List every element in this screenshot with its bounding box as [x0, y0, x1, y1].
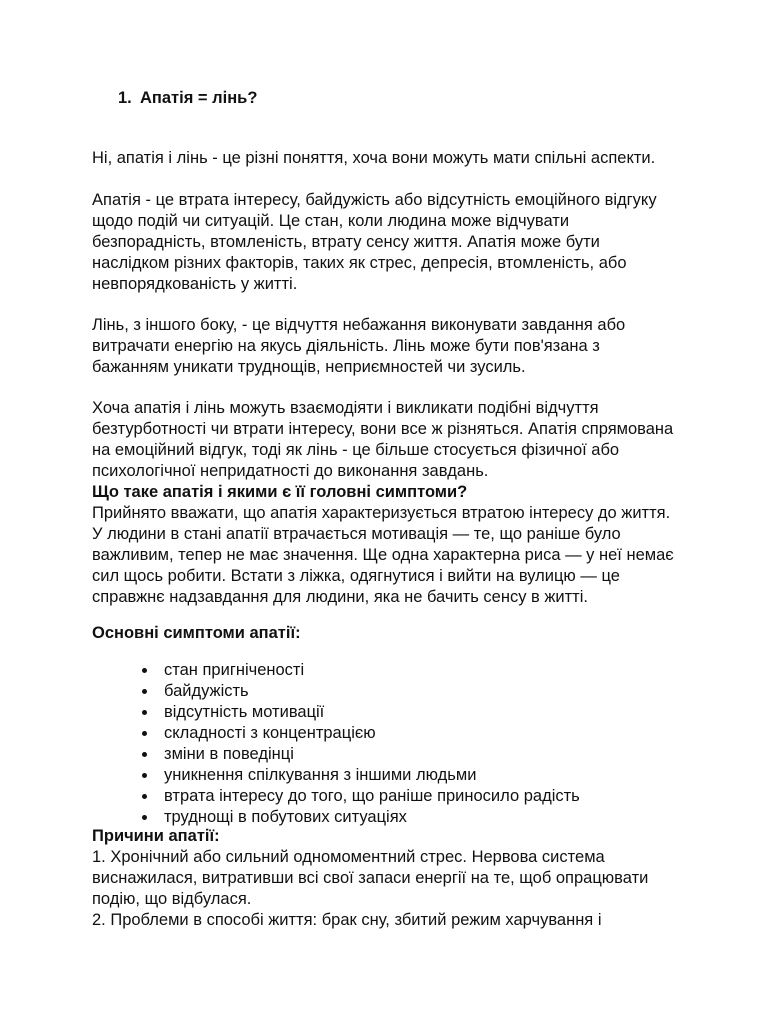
heading-number: 1. — [118, 89, 132, 107]
symptom-text: складності з концентрацією — [164, 724, 376, 742]
paragraph-line: безпорадність, втомленість, втрату сенсу життя. Апатія може бути — [92, 233, 600, 251]
paragraph-line: важливим, тепер не має значення. Ще одна характерна риса — у неї немає — [92, 546, 674, 564]
symptom-text: байдужість — [164, 682, 249, 700]
paragraph-line: подію, що відбулася. — [92, 890, 252, 908]
paragraph-line: 2. Проблеми в способі життя: брак сну, збитий режим харчування і — [92, 911, 602, 929]
list-item — [92, 723, 580, 744]
list-item — [92, 681, 580, 702]
laziness-definition-paragraph — [92, 315, 692, 378]
bullet-icon — [142, 668, 147, 673]
list-item — [92, 786, 580, 807]
symptoms-heading — [92, 623, 692, 644]
paragraph-line: У людини в стані апатії втрачається мотивація — те, що раніше було — [92, 525, 621, 543]
bullet-icon — [142, 731, 147, 736]
paragraph-line: Апатія - це втрата інтересу, байдужість або відсутність емоційного відгуку — [92, 191, 657, 209]
paragraph-line: справжнє надзавдання для людини, яка не бачить сенсу в житті. — [92, 588, 588, 606]
paragraph-line: 1. Хронічний або сильний одномоментний стрес. Нервова система — [92, 848, 605, 866]
symptom-text: уникнення спілкування з іншими людьми — [164, 766, 477, 784]
list-item — [92, 807, 580, 828]
paragraph-line: психологічної непридатності до виконання завдань. — [92, 462, 489, 480]
paragraph-line: безтурботності чи втрати інтересу, вони все ж різняться. Апатія спрямована — [92, 420, 674, 438]
bullet-icon — [142, 794, 147, 799]
bullet-icon — [142, 689, 147, 694]
symptoms-list — [92, 660, 580, 828]
paragraph-line: бажанням уникати труднощів, неприємностей чи зусиль. — [92, 358, 526, 376]
paragraph-line: на емоційний відгук, тоді як лінь - це більше стосується фізичної або — [92, 441, 620, 459]
paragraph-line: виснажилася, витративши всі свої запаси енергії на те, щоб опрацювати — [92, 869, 649, 887]
symptoms-heading-text: Основні симптоми апатії: — [92, 624, 301, 642]
list-item — [92, 765, 580, 786]
symptom-text: стан пригніченості — [164, 661, 305, 679]
heading-question — [118, 88, 257, 109]
symptom-text: труднощі в побутових ситуаціях — [164, 808, 407, 826]
symptom-text: втрата інтересу до того, що раніше приносило радість — [164, 787, 580, 805]
list-item — [92, 744, 580, 765]
list-item — [92, 660, 580, 681]
causes-heading: Причини апатії: — [92, 827, 220, 845]
paragraph-line: невпорядкованість у житті. — [92, 275, 298, 293]
paragraph-line: Хоча апатія і лінь можуть взаємодіяти і викликати подібні відчуття — [92, 399, 599, 417]
bullet-icon — [142, 815, 147, 820]
apathy-definition-paragraph — [92, 190, 692, 295]
list-item — [92, 702, 580, 723]
comparison-paragraph — [92, 398, 692, 608]
what-is-apathy-heading: Що таке апатія і якими є її головні симптоми? — [92, 483, 468, 501]
bullet-icon — [142, 773, 147, 778]
heading-text: Апатія = лінь? — [140, 89, 258, 107]
paragraph-line: наслідком різних факторів, таких як стрес, депресія, втомленість, або — [92, 254, 627, 272]
paragraph-line: Прийнято вважати, що апатія характеризується втратою інтересу до життя. — [92, 504, 671, 522]
symptom-text: зміни в поведінці — [164, 745, 294, 763]
intro-line: Ні, апатія і лінь - це різні поняття, хоча вони можуть мати спільні аспекти. — [92, 149, 656, 167]
bullet-icon — [142, 752, 147, 757]
intro-paragraph — [92, 148, 692, 169]
bullet-icon — [142, 710, 147, 715]
paragraph-line: витрачати енергію на якусь діяльність. Лінь може бути пов'язана з — [92, 337, 600, 355]
paragraph-line: Лінь, з іншого боку, - це відчуття небажання виконувати завдання або — [92, 316, 626, 334]
symptom-text: відсутність мотивації — [164, 703, 325, 721]
causes-section — [92, 826, 692, 931]
paragraph-line: сил щось робити. Встати з ліжка, одягнутися і вийти на вулицю — це — [92, 567, 620, 585]
paragraph-line: щодо подій чи ситуацій. Це стан, коли людина може відчувати — [92, 212, 570, 230]
